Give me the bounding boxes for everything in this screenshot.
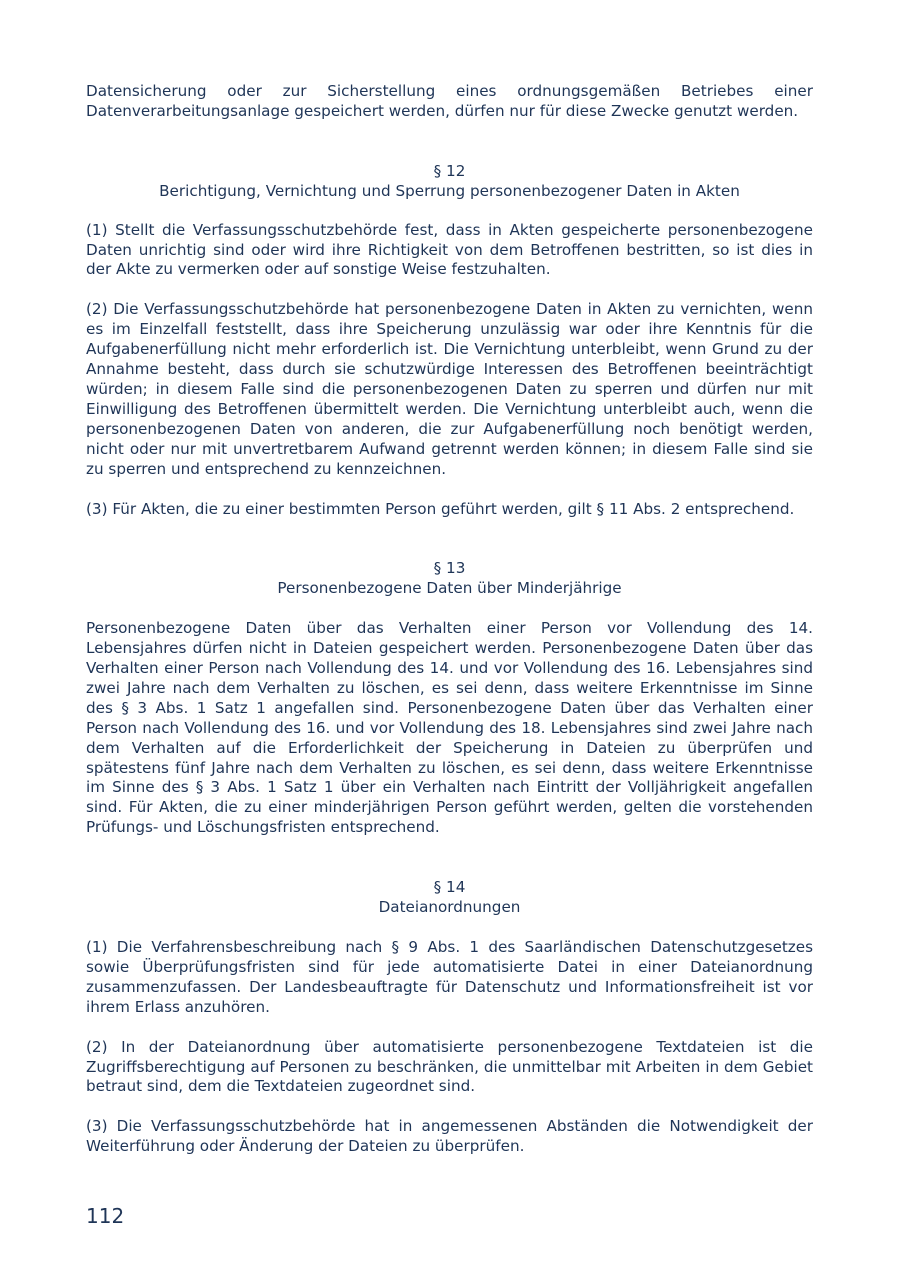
page-number: 112 [86, 1204, 125, 1228]
section-title: Personenbezogene Daten über Minderjährige [277, 579, 622, 598]
section-12 [86, 162, 813, 520]
section-paragraph: (2) Die Verfassungsschutzbehörde hat personenbezogene Daten in Akten zu vernichten, wenn es im Einzelfall feststellt, dass ihre Speicherung unzulässig war oder ihre Kenntnis für die Aufgabenerfüllung nicht mehr erforderlich ist. Die Vernichtung unterbleibt, wenn Grund zu der Annahme besteht, dass durch sie schutzwürdige Interessen des Betroffenen beeinträchtigt würden; in diesem Falle sind die personenbezogenen Daten zu sperren und dürfen nur mit Einwilligung des Betroffenen übermittelt werden. Die Vernichtung unterbleibt auch, wenn die personenbezogenen Daten von anderen, die zur Aufgabenerfüllung noch benötigt werden, nicht oder nur mit unvertretbarem Aufwand getrennt werden können; in diesem Falle sind sie zu sperren und entsprechend zu kennzeichnen. [86, 300, 813, 478]
section-14 [86, 878, 813, 1157]
section-title: Dateianordnungen [378, 898, 521, 917]
page-body [86, 82, 813, 1157]
section-number: § 13 [433, 559, 466, 578]
section-paragraph: (3) Für Akten, die zu einer bestimmten Person geführt werden, gilt § 11 Abs. 2 entsprechend. [86, 499, 795, 518]
section-number: § 12 [433, 161, 466, 180]
section-paragraph: (2) In der Dateianordnung über automatisierte personenbezogene Textdateien ist die Zugriffsberechtigung auf Personen zu beschränken, die unmittelbar mit Arbeiten in dem Gebiet betraut sind, dem die Textdateien zugeordnet sind. [86, 1037, 813, 1096]
section-paragraph: (1) Stellt die Verfassungsschutzbehörde fest, dass in Akten gespeicherte personenbezogene Daten unrichtig sind oder wird ihre Richtigkeit von dem Betroffenen bestritten, so ist dies in der Akte zu vermerken oder auf sonstige Weise festzuhalten. [86, 220, 813, 279]
section-title: Berichtigung, Vernichtung und Sperrung personenbezogener Daten in Akten [159, 181, 740, 200]
section-paragraph: Personenbezogene Daten über das Verhalten einer Person vor Vollendung des 14. Lebensjahres dürfen nicht in Dateien gespeichert werden. Personenbezogene Daten über das Verhalten einer Person nach Vollendung des 14. und vor Vollendung des 16. Lebensjahres sind zwei Jahre nach dem Verhalten zu löschen, es sei denn, dass weitere Erkenntnisse im Sinne des § 3 Abs. 1 Satz 1 angefallen sind. Personenbezogene Daten über das Verhalten einer Person nach Vollendung des 16. und vor Vollendung des 18. Lebensjahres sind zwei Jahre nach dem Verhalten auf die Erforderlichkeit der Speicherung in Dateien zu überprüfen und spätestens fünf Jahre nach dem Verhalten zu löschen, es sei denn, dass weitere Erkenntnisse im Sinne des § 3 Abs. 1 Satz 1 über ein Verhalten nach Eintritt der Volljährigkeit angefallen sind. Für Akten, die zu einer minderjährigen Person geführt werden, gelten die vorstehenden Prüfungs- und Löschungsfristen entsprechend. [86, 619, 813, 837]
section-number: § 14 [433, 878, 466, 897]
section-paragraph: (3) Die Verfassungsschutzbehörde hat in angemessenen Abständen die Notwendigkeit der Weiterführung oder Änderung der Dateien zu überprüfen. [86, 1117, 813, 1156]
section-13 [86, 559, 813, 838]
intro-paragraph: Datensicherung oder zur Sicherstellung eines ordnungsgemäßen Betriebes einer Datenverarbeitungsanlage gespeichert werden, dürfen nur für diese Zwecke genutzt werden. [86, 82, 813, 120]
section-paragraph: (1) Die Verfahrensbeschreibung nach § 9 Abs. 1 des Saarländischen Datenschutzgesetzes sowie Überprüfungsfristen sind für jede automatisierte Datei in einer Dateianordnung zusammenzufassen. Der Landesbeauftragte für Datenschutz und Informationsfreiheit ist vor ihrem Erlass anzuhören. [86, 938, 813, 1016]
